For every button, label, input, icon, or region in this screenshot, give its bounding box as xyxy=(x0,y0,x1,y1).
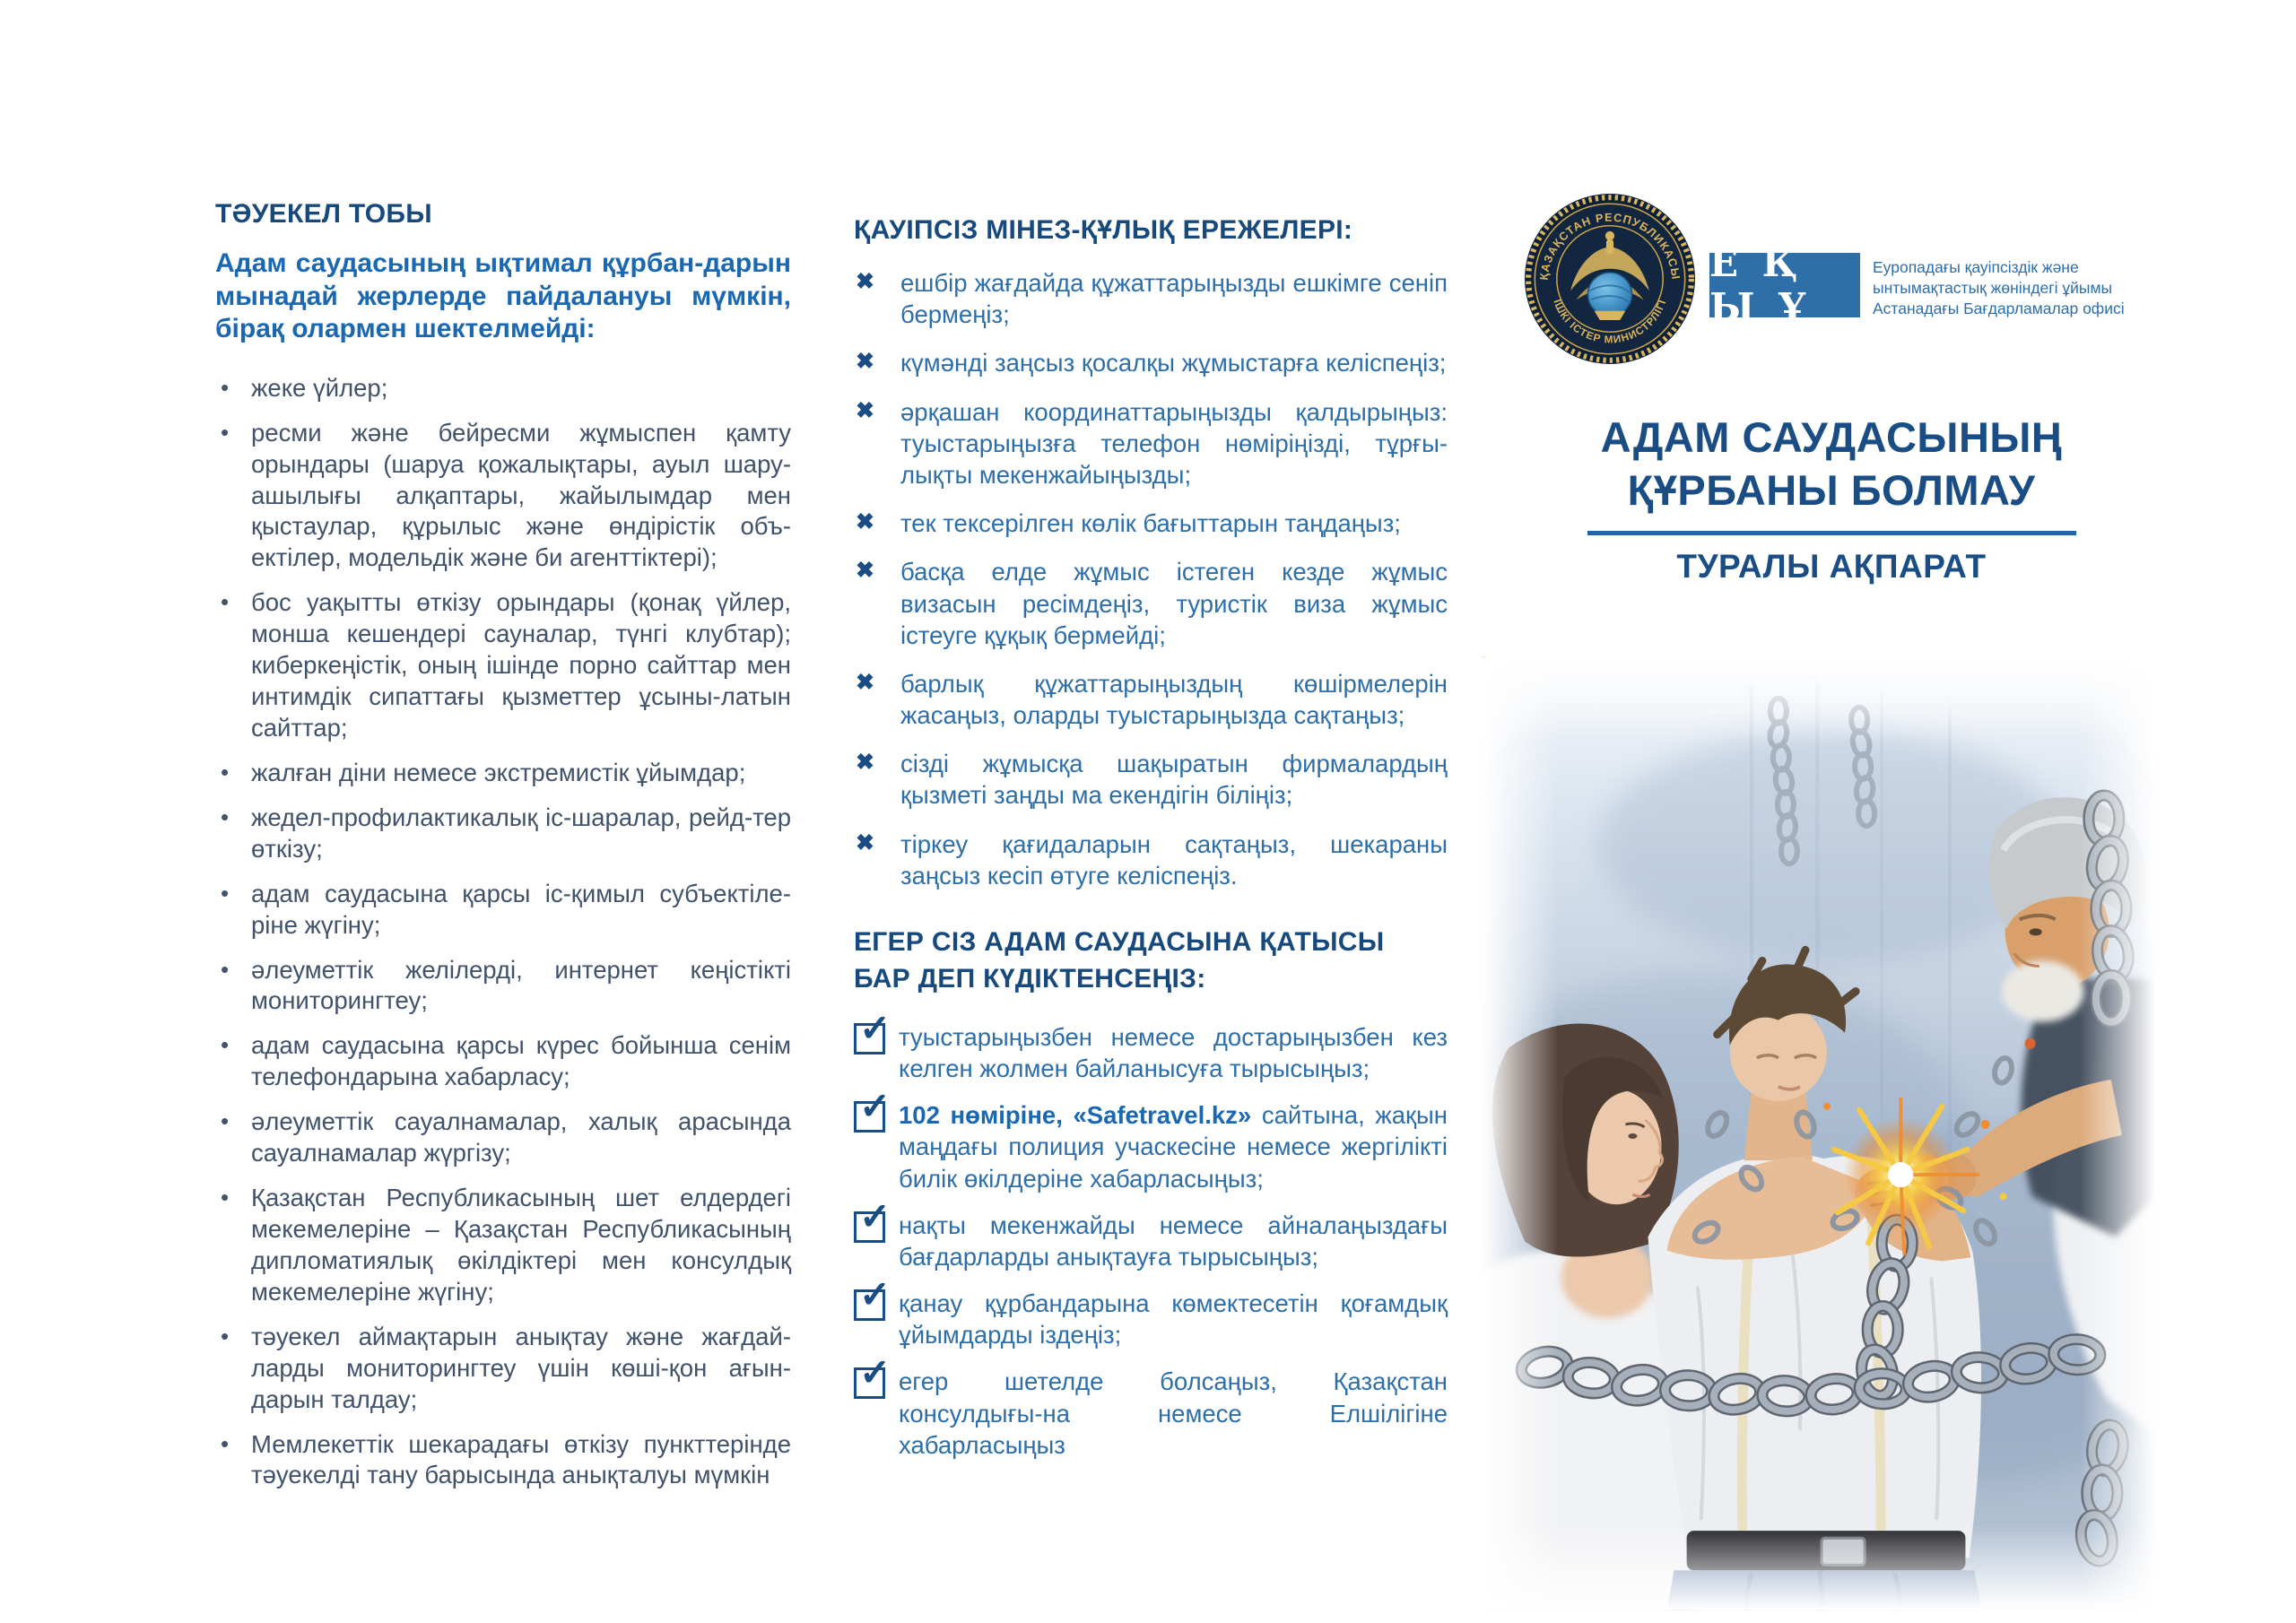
list-item-text: Қазақстан Республикасының шет елдердегі мекемелеріне – Қазақстан Республикасының дипломатиялық өкілдіктері мен консулдық мекемелеріне жүгіну; xyxy=(251,1184,791,1306)
list-item-text: сайтына, жақын маңдағы полиция учаскесіне немесе жергілікті билік өкілдеріне хабарласыңыз; xyxy=(899,1101,1448,1193)
bullet-icon: • xyxy=(221,418,230,446)
list-item xyxy=(854,829,1448,891)
list-item xyxy=(215,803,791,865)
bullet-icon: • xyxy=(221,955,230,983)
list-item-text: әлеуметтік желілерді, интернет кеңістікті мониторингтеу; xyxy=(251,955,791,1015)
list-item-text: күмәнді заңсыз қосалқы жұмыстарға келіспеңіз; xyxy=(900,349,1447,378)
list-item-text: жеке үйлер; xyxy=(251,373,388,402)
brochure-title xyxy=(1500,411,2163,586)
list-item-text: әрқашан координаттарыңызды қалдырыңыз: туыстарыңызға телефон нөміріңізді, тұрғы-лықты мекенжайыңызды; xyxy=(900,397,1448,489)
ministry-emblem xyxy=(1523,192,1697,366)
list-item xyxy=(215,1107,791,1169)
list-item xyxy=(215,418,791,575)
bullet-icon: • xyxy=(221,803,230,830)
safe-rules-list xyxy=(854,267,1448,891)
list-item xyxy=(215,1322,791,1416)
list-item-text: әлеуметтік сауалнамалар, халық арасында сауалнамалар жүргізу; xyxy=(251,1107,791,1167)
list-item xyxy=(854,748,1448,811)
bullet-icon: • xyxy=(221,1429,230,1457)
emblem-top-text: ҚАЗАҚСТАН РЕСПУБЛИКАСЫ xyxy=(1536,210,1683,282)
list-item xyxy=(854,1210,1448,1272)
list-item xyxy=(854,1099,1448,1194)
osce-org-line: Астанадағы Бағдарламалар офисі xyxy=(1873,299,2125,318)
bullet-icon: • xyxy=(221,373,230,401)
bullet-icon: • xyxy=(221,588,230,616)
list-item-bold-text: 102 нөміріне, «Safetravel.kz» xyxy=(899,1101,1252,1130)
safe-behavior-column xyxy=(854,215,1448,1476)
list-item-text: жедел-профилактикалық іс-шаралар, рейд-тер өткізу; xyxy=(251,803,791,863)
risk-group-heading: ТӘУЕКЕЛ ТОБЫ xyxy=(215,199,432,229)
list-item xyxy=(215,758,791,789)
bullet-icon: • xyxy=(221,758,230,785)
list-item xyxy=(854,1288,1448,1350)
list-item xyxy=(215,587,791,744)
checkbox-icon xyxy=(854,1367,885,1399)
list-item xyxy=(215,1030,791,1093)
list-item-text: қанау құрбандарына көмектесетін қоғамдық ұйымдарды іздеңіз; xyxy=(899,1289,1448,1350)
list-item xyxy=(215,955,791,1018)
risk-group-intro: Адам саудасының ықтимал құрбан-дарын мынадай жерлерде пайдалануы мүмкін, бірақ олармен шектелмейді: xyxy=(215,248,791,344)
list-item xyxy=(854,347,1448,378)
bullet-icon: • xyxy=(221,879,230,907)
title-subtitle: ТУРАЛЫ АҚПАРАТ xyxy=(1676,548,1987,586)
title-line-2: ҚҰРБАНЫ БОЛМАУ xyxy=(1627,466,2036,515)
checkbox-icon xyxy=(854,1101,885,1133)
list-item-text: бос уақытты өткізу орындары (қонақ үйлер, монша кешендері сауналар, түнгі клубтар); киберкеңістік, оның ішінде порно сайттар мен интимдік сипаттағы қызметтер ұсыны-латын сайттар; xyxy=(251,588,791,742)
list-item xyxy=(854,267,1448,330)
list-item-text: ешбір жағдайда құжаттарыңызды ешкімге сеніп бермеңіз; xyxy=(900,269,1448,329)
osce-org-text xyxy=(1873,257,2178,319)
list-item xyxy=(854,396,1448,491)
safe-rules-heading: ҚАУІПСІЗ МІНЕЗ-ҚҰЛЫҚ ЕРЕЖЕЛЕРІ: xyxy=(854,215,1353,245)
list-item-text: сізді жұмысқа шақыратын фирмалардың қызметі заңды ма екендігін біліңіз; xyxy=(900,750,1448,810)
list-item-text: нақты мекенжайды немесе айналаңыздағы бағдарларды анықтауға тырысыңыз; xyxy=(899,1211,1448,1271)
list-item xyxy=(215,1183,791,1308)
bullet-icon: • xyxy=(221,1184,230,1211)
title-underline xyxy=(1587,531,2076,535)
list-item xyxy=(854,1021,1448,1084)
risk-group-list xyxy=(215,373,791,1492)
list-item xyxy=(854,1366,1448,1461)
x-mark-icon: ✖ xyxy=(856,397,874,423)
list-item-text: адам саудасына қарсы іс-қимыл субъектіле-ріне жүгіну; xyxy=(251,879,791,939)
checkbox-icon xyxy=(854,1211,885,1243)
watercolor-scene xyxy=(1482,656,2156,1610)
x-mark-icon: ✖ xyxy=(856,558,874,584)
breaking-chains-illustration xyxy=(1482,656,2156,1610)
list-item-text: тіркеу қағидаларын сақтаңыз, шекараны заңсыз кесіп өтуге келіспеңіз. xyxy=(900,829,1448,890)
list-item-text: тәуекел аймақтарын анықтау және жағдай-ларды мониторингтеу үшін көші-қон ағын-дарын талдау; xyxy=(251,1322,791,1413)
title-line-1: АДАМ САУДАСЫНЫҢ xyxy=(1600,413,2063,461)
list-item-text: тек тексерілген көлік бағыттарын таңдаңыз; xyxy=(900,509,1401,538)
list-item xyxy=(854,668,1448,731)
x-mark-icon: ✖ xyxy=(856,349,874,375)
bullet-icon: • xyxy=(221,1107,230,1135)
list-item xyxy=(215,1429,791,1492)
x-mark-icon: ✖ xyxy=(856,829,874,855)
osce-org-line: ынтымақтастық жөніндегі ұйымы xyxy=(1873,279,2113,298)
list-item-text: барлық құжаттарыңыздың көшірмелерін жасаңыз, оларды туыстарыңызда сақтаңыз; xyxy=(900,669,1448,730)
ministry-emblem-seal xyxy=(1523,192,1697,366)
osce-logo xyxy=(1709,241,1860,329)
emblem-bottom-text: ІШКІ ІСТЕР МИНИСТРЛІГІ xyxy=(1551,298,1669,346)
list-item-text: басқа елде жұмыс істеген кезде жұмыс визасын ресімдеңіз, туристік виза жұмыс істеуге құқық бермейді; xyxy=(900,558,1448,649)
suspect-heading: ЕГЕР СІЗ АДАМ САУДАСЫНА ҚАТЫСЫ БАР ДЕП КҮДІКТЕНСЕҢІЗ: xyxy=(854,927,1385,994)
x-mark-icon: ✖ xyxy=(856,509,874,535)
x-mark-icon: ✖ xyxy=(856,269,874,294)
list-item-text: егер шетелде болсаңыз, Қазақстан консулдығы-на немесе Елшілігіне хабарласыңыз xyxy=(899,1367,1448,1459)
list-item xyxy=(215,373,791,404)
list-item-text: жалған діни немесе экстремистік ұйымдар; xyxy=(251,758,746,786)
list-item xyxy=(854,556,1448,651)
list-item-text: адам саудасына қарсы күрес бойынша сенім телефондарына хабарласу; xyxy=(251,1031,791,1091)
checkbox-icon xyxy=(854,1289,885,1321)
list-item-text: туыстарыңызбен немесе достарыңызбен кез келген жолмен байланысуға тырысыңыз; xyxy=(899,1022,1448,1082)
bullet-icon: • xyxy=(221,1031,230,1059)
list-item xyxy=(215,879,791,942)
bullet-icon: • xyxy=(221,1322,230,1350)
list-item-text: ресми және бейресми жұмыспен қамту орындары (шаруа қожалықтары, ауыл шару-ашылығы алқаптары, жайылымдар мен қыстаулар, құрылыс және өндірістік объ-ектілер, модельдік және би агенттіктері); xyxy=(251,418,791,572)
osce-logo-text: Е Қ Ы Ұ xyxy=(1709,241,1812,329)
checkbox-icon xyxy=(854,1023,885,1055)
x-mark-icon: ✖ xyxy=(856,750,874,776)
risk-group-column xyxy=(215,199,791,1505)
osce-org-line: Еуропадағы қауіпсіздік және xyxy=(1873,258,2079,276)
suspect-checklist xyxy=(854,1021,1448,1461)
list-item xyxy=(854,508,1448,539)
x-mark-icon: ✖ xyxy=(856,669,874,695)
list-item-text: Мемлекеттік шекарадағы өткізу пункттерінде тәуекелді тану барысында анықталуы мүмкін xyxy=(251,1429,791,1489)
